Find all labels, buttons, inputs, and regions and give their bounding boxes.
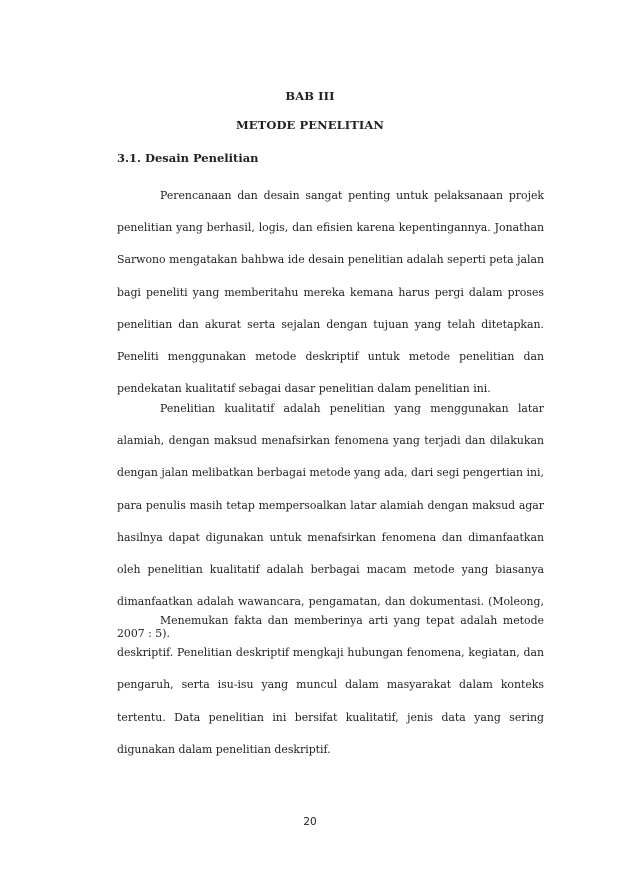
paragraph-3: Menemukan fakta dan memberinya arti yang tepat adalah metode deskriptif. Penelitian deskriptif mengkaji hubungan fenomena, kegiatan, dan pengaruh, serta isu-isu yang muncul dalam masyarakat dalam konteks tertentu. Data penelitian ini bersifat kualitatif, jenis data yang sering digunakan dalam penelitian deskriptif.	[117, 614, 544, 756]
paragraph-2: Penelitian kualitatif adalah penelitian yang menggunakan latar alamiah, dengan maksud menafsirkan fenomena yang terjadi dan dilakukan dengan jalan melibatkan berbagai metode yang ada, dari segi pengertian ini, para penulis masih tetap mempersoalkan latar alamiah dengan maksud agar hasilnya dapat digunakan untuk menafsirkan fenomena dan dimanfaatkan oleh penelitian kualitatif adalah berbagai macam metode yang biasanya dimanfaatkan adalah wawancara, pengamatan, dan dokumentasi. (Moleong, 2007 : 5).	[117, 402, 544, 641]
chapter-number: BAB III	[285, 89, 335, 103]
page-number: 20	[303, 816, 317, 828]
chapter-title: METODE PENELITIAN	[235, 118, 385, 132]
section-heading: 3.1. Desain Penelitian	[117, 151, 259, 165]
paragraph-1: Perencanaan dan desain sangat penting untuk pelaksanaan projek penelitian yang berhasil, logis, dan efisien karena kepentingannya. Jonathan Sarwono mengatakan bahbwa ide desain penelitian adalah seperti peta jalan bagi peneliti yang memberitahu mereka kemana harus pergi dalam proses penelitian dan akurat serta sejalan dengan tujuan yang telah ditetapkan. Peneliti menggunakan metode deskriptif untuk metode penelitian dan pendekatan kualitatif sebagai dasar penelitian dalam penelitian ini.	[117, 189, 544, 396]
